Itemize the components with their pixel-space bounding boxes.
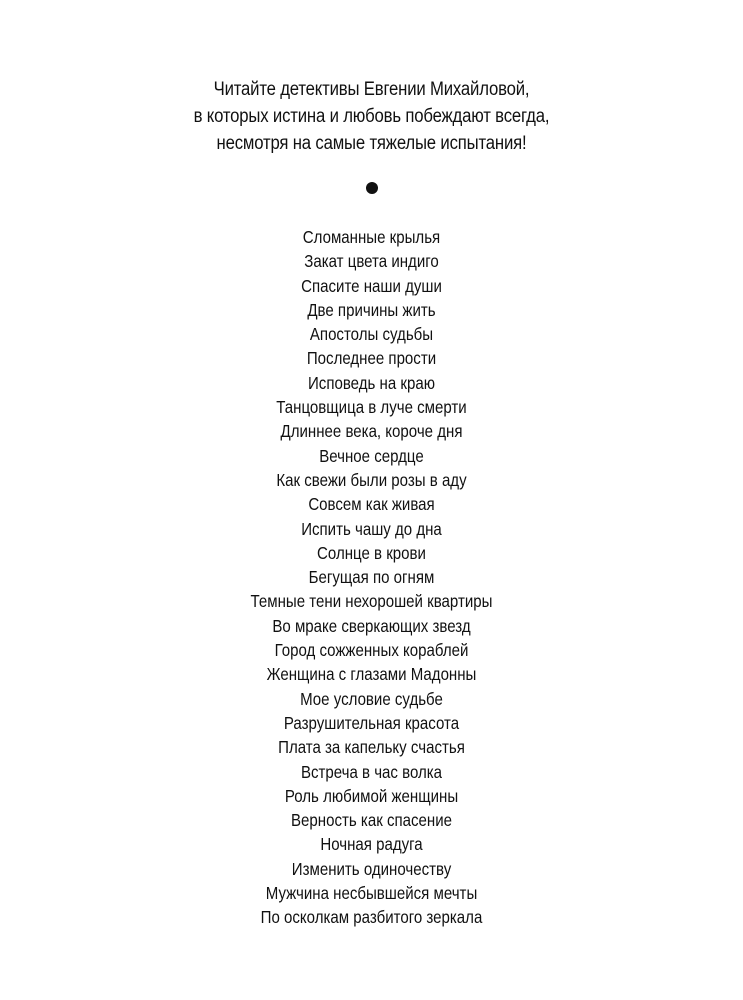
book-title-item: Во мраке сверкающих звезд bbox=[272, 615, 471, 636]
book-title-item: Закат цвета индиго bbox=[304, 251, 439, 272]
book-title-item: Совсем как живая bbox=[308, 494, 435, 515]
book-title-item: Разрушительная красота bbox=[283, 712, 460, 733]
book-title-item: Бегущая по огням bbox=[308, 567, 435, 588]
book-title-item: Как свежи были розы в аду bbox=[276, 469, 467, 490]
intro-paragraph bbox=[45, 76, 699, 157]
book-title-item: Плата за капельку счастья bbox=[278, 737, 465, 758]
intro-line: Читайте детективы Евгении Михайловой, bbox=[213, 79, 530, 100]
book-title-item: Испить чашу до дна bbox=[301, 518, 442, 539]
book-titles-list bbox=[52, 225, 691, 930]
book-title-item: Верность как спасение bbox=[291, 810, 452, 831]
book-title-item: Апостолы судьбы bbox=[309, 324, 434, 345]
book-title-item: Сломанные крылья bbox=[302, 227, 441, 247]
intro-line: несмотря на самые тяжелые испытания! bbox=[216, 133, 527, 154]
book-title-item: Вечное сердце bbox=[319, 445, 424, 466]
book-title-item: Две причины жить bbox=[307, 299, 436, 320]
book-title-item: Спасите наши души bbox=[301, 275, 442, 296]
book-title-item: По осколкам разбитого зеркала bbox=[260, 907, 483, 928]
book-title-item: Встреча в час волка bbox=[300, 761, 443, 782]
book-title-item: Изменить одиночеству bbox=[291, 858, 452, 879]
book-title-item: Мужчина несбывшейся мечты bbox=[265, 883, 478, 904]
book-title-item: Исповедь на краю bbox=[307, 372, 436, 393]
book-title-item: Последнее прости bbox=[306, 348, 437, 369]
book-title-item: Длиннее века, короче дня bbox=[280, 421, 463, 442]
book-title-item: Женщина с глазами Мадонны bbox=[266, 664, 477, 685]
bullet-dot-icon bbox=[366, 182, 378, 194]
book-title-item: Темные тени нехорошей квартиры bbox=[250, 591, 493, 612]
book-title-item: Мое условие судьбе bbox=[300, 688, 443, 709]
book-title-item: Роль любимой женщины bbox=[284, 785, 459, 806]
intro-line: в которых истина и любовь побеждают всегда, bbox=[193, 106, 550, 127]
book-title-item: Танцовщица в луче смерти bbox=[276, 397, 467, 418]
book-title-item: Город сожженных кораблей bbox=[274, 640, 469, 661]
book-title-item: Ночная радуга bbox=[320, 834, 423, 855]
book-title-item: Солнце в крови bbox=[317, 542, 426, 563]
